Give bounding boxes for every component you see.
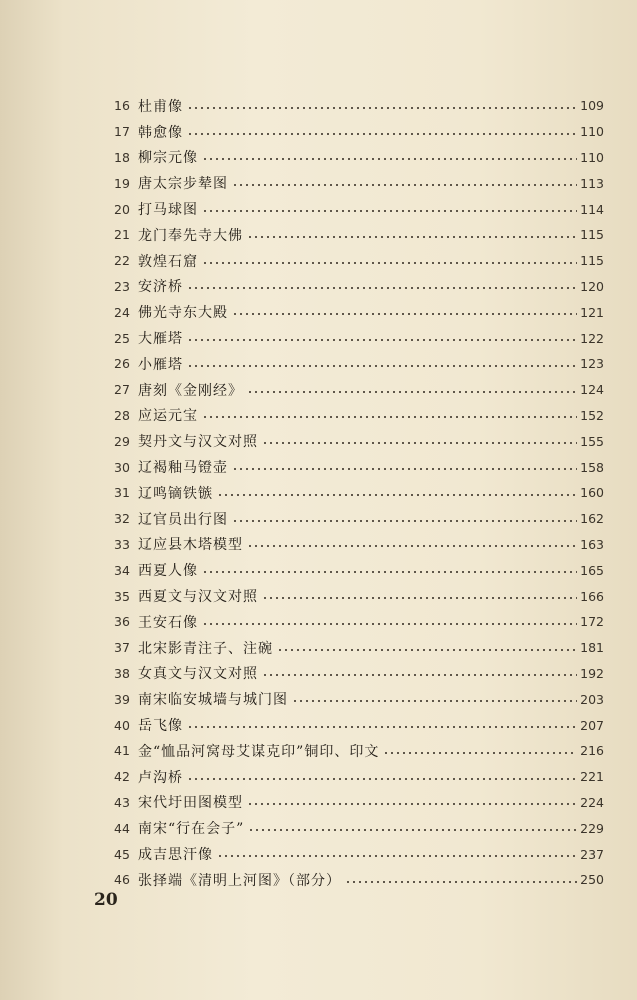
entry-page-number: 124 [580,382,604,398]
entry-page-number: 181 [580,640,604,656]
entry-page-number: 163 [580,536,604,552]
dot-leader [262,674,577,676]
index-entry [114,583,604,609]
dot-leader [202,623,577,625]
entry-title: 唐太宗步辇图 [138,176,228,193]
entry-title: 岳飞像 [138,718,183,735]
entry-title: 女真文与汉文对照 [138,666,258,683]
index-entry [114,428,604,454]
entry-page-number: 160 [580,485,604,501]
entry-number: 30 [114,459,130,475]
index-entry [114,532,604,558]
index-entry [114,93,604,119]
index-entry [114,867,604,893]
index-entry [114,635,604,661]
dot-leader [232,468,577,470]
entry-page-number: 224 [580,794,604,810]
entry-number: 23 [114,278,130,294]
index-entry [114,248,604,274]
entry-number: 19 [114,175,130,191]
entry-number: 22 [114,253,130,269]
entry-title: 张择端《清明上河图》（部分） [138,872,341,889]
entry-title: 南宋临安城墙与城门图 [138,692,288,709]
index-entry [114,815,604,841]
entry-title: 王安石像 [138,614,198,631]
entry-page-number: 114 [580,201,604,217]
entry-title: 金“恤品河窝母艾谋克印”铜印、印文 [138,743,380,760]
entry-number: 37 [114,640,130,656]
dot-leader [202,210,577,212]
index-entry [114,351,604,377]
entry-title: 杜甫像 [138,98,183,115]
dot-leader [187,339,577,341]
entry-page-number: 115 [580,253,604,269]
entry-page-number: 113 [580,175,604,191]
dot-leader [292,700,577,702]
entry-number: 45 [114,846,130,862]
dot-leader [187,287,577,289]
index-entry [114,377,604,403]
entry-page-number: 203 [580,691,604,707]
entry-page-number: 110 [580,124,604,140]
entry-page-number: 110 [580,149,604,165]
entry-number: 36 [114,614,130,630]
index-entry [114,222,604,248]
entry-number: 41 [114,743,130,759]
dot-leader [247,391,577,393]
entry-title: 唐刻《金刚经》 [138,382,243,399]
entry-page-number: 158 [580,459,604,475]
entry-title: 敦煌石窟 [138,253,198,270]
entry-number: 16 [114,98,130,114]
page-number: 20 [94,890,118,910]
entry-number: 20 [114,201,130,217]
entry-number: 29 [114,433,130,449]
index-entry [114,480,604,506]
entry-title: 卢沟桥 [138,769,183,786]
entry-number: 32 [114,511,130,527]
entry-page-number: 152 [580,407,604,423]
index-entry [114,506,604,532]
entry-number: 35 [114,588,130,604]
index-entry [114,274,604,300]
entry-title: 佛光寺东大殿 [138,305,228,322]
entry-title: 韩愈像 [138,124,183,141]
entry-page-number: 221 [580,769,604,785]
dot-leader [202,158,577,160]
dot-leader [202,262,577,264]
entry-title: 应运元宝 [138,408,198,425]
entry-number: 21 [114,227,130,243]
index-entry [114,609,604,635]
entry-page-number: 123 [580,356,604,372]
entry-number: 28 [114,407,130,423]
dot-leader [202,571,577,573]
entry-title: 打马球图 [138,202,198,219]
entry-title: 辽应县木塔模型 [138,537,243,554]
entry-title: 北宋影青注子、注碗 [138,640,273,657]
dot-leader [202,416,577,418]
index-entry [114,790,604,816]
entry-title: 宋代圩田图模型 [138,795,243,812]
index-entry [114,454,604,480]
dot-leader [187,365,577,367]
entry-page-number: 122 [580,330,604,346]
entry-number: 33 [114,536,130,552]
entry-number: 42 [114,769,130,785]
index-entry [114,196,604,222]
index-entry [114,738,604,764]
entry-number: 31 [114,485,130,501]
dot-leader [187,133,577,135]
entry-title: 安济桥 [138,279,183,296]
index-entry [114,841,604,867]
index-entry [114,557,604,583]
entry-page-number: 207 [580,717,604,733]
dot-leader [247,236,577,238]
entry-title: 辽鸣镝铁镞 [138,485,213,502]
entry-number: 17 [114,124,130,140]
entry-number: 46 [114,872,130,888]
dot-leader [277,649,577,651]
entry-page-number: 172 [580,614,604,630]
dot-leader [262,597,577,599]
dot-leader [217,494,577,496]
entry-title: 西夏人像 [138,563,198,580]
entry-title: 辽官员出行图 [138,511,228,528]
entry-number: 38 [114,665,130,681]
entry-number: 24 [114,304,130,320]
entry-number: 43 [114,794,130,810]
illustration-index-list [114,93,604,893]
index-entry [114,764,604,790]
entry-page-number: 155 [580,433,604,449]
entry-number: 18 [114,149,130,165]
entry-page-number: 120 [580,278,604,294]
dot-leader [248,829,577,831]
entry-page-number: 165 [580,562,604,578]
index-entry [114,661,604,687]
entry-page-number: 192 [580,665,604,681]
dot-leader [383,752,577,754]
index-entry [114,403,604,429]
entry-page-number: 162 [580,511,604,527]
dot-leader [232,520,577,522]
entry-page-number: 166 [580,588,604,604]
entry-number: 40 [114,717,130,733]
entry-title: 龙门奉先寺大佛 [138,227,243,244]
entry-title: 契丹文与汉文对照 [138,434,258,451]
entry-page-number: 237 [580,846,604,862]
index-entry [114,119,604,145]
dot-leader [217,855,577,857]
entry-title: 南宋“行在会子” [138,821,245,838]
dot-leader [247,545,577,547]
index-entry [114,325,604,351]
entry-number: 25 [114,330,130,346]
dot-leader [187,726,577,728]
index-entry [114,170,604,196]
dot-leader [187,107,577,109]
entry-title: 小雁塔 [138,356,183,373]
entry-title: 成吉思汗像 [138,847,213,863]
entry-title: 柳宗元像 [138,150,198,167]
index-entry [114,712,604,738]
entry-page-number: 229 [580,820,604,836]
entry-number: 34 [114,562,130,578]
dot-leader [232,184,577,186]
entry-number: 26 [114,356,130,372]
entry-title: 辽褐釉马镫壶 [138,460,228,477]
entry-number: 27 [114,382,130,398]
entry-title: 大雁塔 [138,331,183,348]
entry-page-number: 250 [580,872,604,888]
entry-page-number: 216 [580,743,604,759]
index-entry [114,145,604,171]
entry-number: 39 [114,691,130,707]
entry-page-number: 109 [580,98,604,114]
dot-leader [232,313,577,315]
dot-leader [345,881,577,883]
entry-page-number: 121 [580,304,604,320]
index-entry [114,299,604,325]
entry-title: 西夏文与汉文对照 [138,589,258,606]
entry-number: 44 [114,820,130,836]
dot-leader [262,442,577,444]
dot-leader [247,803,577,805]
dot-leader [187,778,577,780]
entry-page-number: 115 [580,227,604,243]
index-entry [114,686,604,712]
